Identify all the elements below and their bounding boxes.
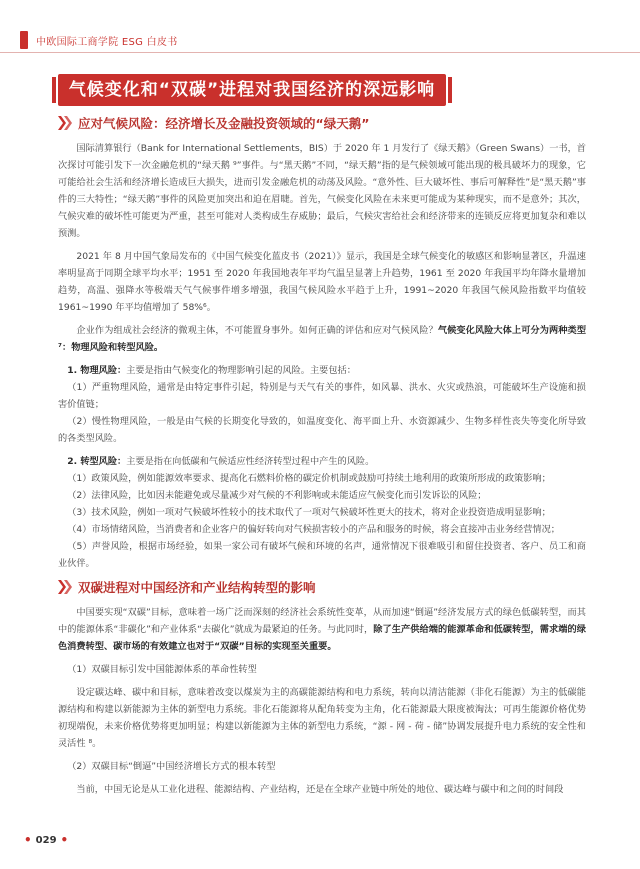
main-content bbox=[58, 114, 586, 804]
subheading: （1）双碳目标引发中国能源体系的革命性转型 bbox=[67, 664, 257, 675]
list-item: （2）法律风险，比如因未能避免或尽量减少对气候的不利影响或未能适应气候变化而引发诉讼的风险； bbox=[67, 490, 487, 501]
footer-dot-icon: • bbox=[24, 833, 32, 847]
page-number: 029 bbox=[35, 834, 57, 846]
highlight-text: 除了生产供给端的能源革命和低碳转型，需求端的绿色消费转型、碳市场的有效建立也对于“双碳”目标的实现至关重要。 bbox=[58, 624, 586, 652]
section-heading-2-text: 双碳进程对中国经济和产业结构转型的影响 bbox=[78, 580, 316, 595]
list-item: （1）政策风险，例如能源效率要求、提高化石燃料价格的碳定价机制或鼓励可持续土地利用的政策所形成的政策影响； bbox=[67, 473, 551, 484]
header-title: 中欧国际工商学院 ESG 白皮书 bbox=[36, 37, 178, 48]
list-item: （5）声誉风险，根据市场经验，如果一家公司有破坏气候和环境的名声，通常情况下很难吸引和留住投资者、客户、员工和商业伙伴。 bbox=[58, 541, 586, 569]
transition-risk-label: 2. 转型风险： bbox=[67, 456, 127, 467]
paragraph bbox=[58, 322, 586, 356]
subheading: （2）双碳目标“倒逼”中国经济增长方式的根本转型 bbox=[67, 761, 276, 772]
section-marker-icon bbox=[58, 580, 74, 594]
list-item: （1）严重物理风险，通常是由特定事件引起，特别是与天气有关的事件，如风暴、洪水、火灾或热浪，可能破坏生产设施和损害价值链； bbox=[58, 382, 586, 410]
paragraph: 国际清算银行（Bank for International Settlements，BIS）于 2020 年 1 月发行了《绿天鹅》（Green Swans）一书，首次探讨可能引发下一次金融危机的“绿天鹅 ⁹”事件。与“黑天鹅”不同，“绿天鹅”指的是气候领域可能出现的极具破坏力的现象，它可能给社会生活和经济增长造成巨大损失，进而引发金融危机的动荡及风险。“意外性、巨大破坏性、事后可解释性”是“黑天鹅”事件的三大特性；“绿天鹅”事件的风险更加突出和迫在眉睫。首先，气候变化风险在未来更可能成为某种现实，而不是意外；其次，气候灾难的破坏性可能更为严重，甚至可能对人类构成生存威胁；最后，气候灾害给社会和经济带来的连锁反应将更加复杂和难以预测。 bbox=[58, 143, 586, 239]
list-heading-physical bbox=[58, 362, 586, 379]
transition-risk-desc: 主要是指在向低碳和气候适应性经济转型过程中产生的风险。 bbox=[126, 456, 375, 467]
title-banner bbox=[58, 74, 446, 106]
physical-risk-desc: 主要是指由气候变化的物理影响引起的风险。主要包括： bbox=[126, 365, 356, 376]
header-marker bbox=[20, 31, 28, 49]
highlight-text: 气候变化风险大体上可分为两种类型⁷：物理风险和转型风险。 bbox=[58, 325, 587, 353]
page-header bbox=[0, 28, 640, 54]
list-item: （3）技术风险，例如一项对气候破坏性较小的技术取代了一项对气候破坏性更大的技术，将对企业投资造成明显影响； bbox=[67, 507, 551, 518]
paragraph-text: 中国要实现“双碳”目标，意味着一场广泛而深刻的经济社会系统性变革，从而加速“倒逼”经济发展方式的绿色低碳转型，而其中的能源体系“非碳化”和产业体系“去碳化”就成为最紧迫的任务。与此同时， bbox=[58, 607, 586, 635]
section-heading-1-text: 应对气候风险：经济增长及金融投资领域的“绿天鹅” bbox=[78, 116, 370, 131]
page-footer bbox=[20, 832, 72, 848]
footer-dot-icon: • bbox=[60, 833, 69, 847]
list-item: （4）市场情绪风险，当消费者和企业客户的偏好转向对气候损害较小的产品和服务的时候，将会直接冲击业务经营情况； bbox=[67, 524, 560, 535]
paragraph: 当前，中国无论是从工业化进程、能源结构、产业结构，还是在全球产业链中所处的地位、碳达峰与碳中和之间的时间段 bbox=[76, 784, 564, 795]
paragraph bbox=[58, 604, 586, 655]
paragraph-text: 企业作为组成社会经济的微观主体，不可能置身事外。如何正确的评估和应对气候风险？ bbox=[76, 325, 438, 336]
section-heading-2 bbox=[58, 578, 586, 596]
page-title: 气候变化和“双碳”进程对我国经济的深远影响 bbox=[68, 80, 436, 100]
header-rule bbox=[0, 52, 640, 53]
list-heading-transition bbox=[58, 453, 586, 470]
paragraph: 设定碳达峰、碳中和目标，意味着改变以煤炭为主的高碳能源结构和电力系统，转向以清洁能源（非化石能源）为主的低碳能源结构和构建以新能源为主体的新型电力系统。非化石能源将从配角转变为主角，化石能源最大限度被淘汰；可再生能源价格优势初现端倪，未来价格优势将更加明显；构建以新能源为主体的新型电力系统，“源 - 网 - 荷 - 储”协调发展提升电力系统的安全性和灵活性 ⁸。 bbox=[58, 687, 586, 749]
section-heading-1 bbox=[58, 114, 586, 132]
physical-risk-label: 1. 物理风险： bbox=[67, 365, 127, 376]
list-item: （2）慢性物理风险，一般是由气候的长期变化导致的，如温度变化、海平面上升、水资源减少、生物多样性丧失等变化所导致的各类型风险。 bbox=[58, 416, 586, 444]
section-marker-icon bbox=[58, 116, 74, 130]
paragraph: 2021 年 8 月中国气象局发布的《中国气候变化蓝皮书（2021）》显示，我国是全球气候变化的敏感区和影响显著区，升温速率明显高于同期全球平均水平；1951 至 2020 年我国地表年平均气温呈显著上升趋势，1961 至 2020 年我国平均年降水量增加趋势，高温、强降水等极端天气气候事件增多增强，我国气候风险水平趋于上升，1991~2020 年我国气候风险指数平均值较 1961~1990 年平均值增加了 58%⁶。 bbox=[58, 251, 586, 313]
